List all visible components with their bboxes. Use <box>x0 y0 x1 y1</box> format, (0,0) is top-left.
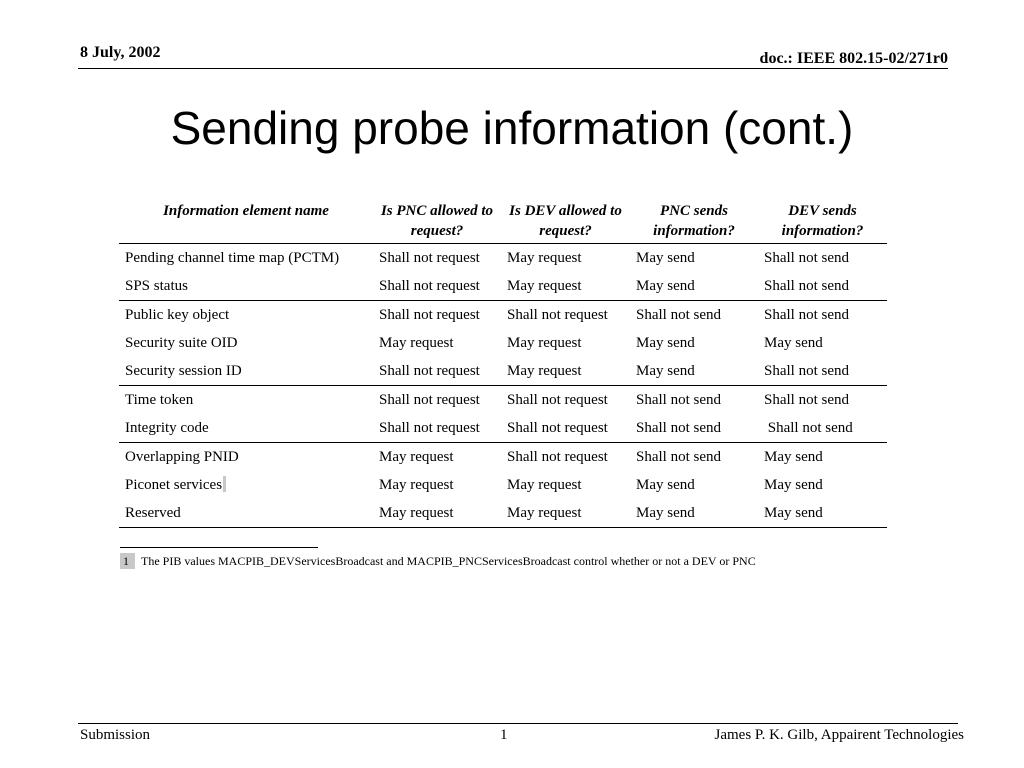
footer-submission: Submission <box>80 727 151 743</box>
table-row <box>119 329 887 357</box>
table-cell: May send <box>758 499 887 528</box>
footer-author: James P. K. Gilb, Appairent Technologies <box>714 727 964 743</box>
table-row <box>119 499 887 528</box>
table-cell: May request <box>501 499 630 528</box>
table-cell: Shall not request <box>373 272 501 301</box>
table-cell: Integrity code <box>119 414 373 443</box>
table-cell: May request <box>379 334 454 351</box>
header-doc-id: doc.: IEEE 802.15-02/271r0 <box>759 50 948 67</box>
table-cell: May request <box>501 272 630 301</box>
information-element-table <box>119 200 887 528</box>
table-cell-text: Piconet services <box>125 477 223 493</box>
table-cell: Public key object <box>125 306 230 323</box>
table-cell: Shall not request <box>507 306 608 323</box>
table-cell: Shall not request <box>373 414 501 443</box>
table-cell: May send <box>764 448 823 465</box>
table-cell: SPS status <box>119 272 373 301</box>
table-cell: Shall not request <box>501 414 630 443</box>
table-cell: Security suite OID <box>125 334 238 351</box>
table-cell: Shall not send <box>636 306 721 323</box>
table-cell: Shall not send <box>764 249 849 266</box>
footer-page-number: 1 <box>500 727 508 743</box>
footnote-marker <box>223 476 226 492</box>
table-cell: Security session ID <box>119 357 373 386</box>
table-cell: May send <box>636 476 695 493</box>
table-cell: Shall not send <box>630 414 758 443</box>
table-cell: May request <box>507 249 582 266</box>
table-cell: May send <box>630 272 758 301</box>
table-cell: Shall not request <box>379 249 480 266</box>
table-cell: Shall not request <box>507 448 608 465</box>
table-cell: Shall not request <box>507 391 608 408</box>
table-cell: Shall not send <box>764 306 849 323</box>
header-rule <box>78 68 948 69</box>
table-cell: May send <box>764 334 823 351</box>
table-cell: Shall not request <box>379 306 480 323</box>
table-cell: Shall not request <box>373 357 501 386</box>
column-header-dev-request: Is DEV allowed to request? <box>501 200 630 244</box>
table-cell <box>119 471 373 499</box>
table-cell: Pending channel time map (PCTM) <box>125 249 340 266</box>
footnote <box>120 553 756 569</box>
table-cell: May request <box>379 448 454 465</box>
slide-title: Sending probe information (cont.) <box>170 102 854 154</box>
table-cell: May request <box>501 357 630 386</box>
table-cell: Shall not send <box>764 391 849 408</box>
footnote-number: 1 <box>120 553 135 569</box>
footnote-rule <box>120 547 318 548</box>
table-row <box>119 301 887 330</box>
column-header-dev-sends: DEV sends information? <box>758 200 887 244</box>
table-cell: May send <box>630 499 758 528</box>
table-row <box>119 357 887 386</box>
table-cell: Shall not send <box>636 391 721 408</box>
column-header-pnc-sends: PNC sends information? <box>630 200 758 244</box>
table-row <box>119 443 887 472</box>
table-row <box>119 272 887 301</box>
table-cell: Shall not send <box>636 448 721 465</box>
table-cell: Time token <box>125 391 194 408</box>
table-row <box>119 471 887 499</box>
table-cell: Shall not send <box>758 272 887 301</box>
table-header-row <box>119 200 887 244</box>
table-cell: May send <box>636 334 695 351</box>
table-cell: May request <box>507 476 582 493</box>
footer-rule <box>78 723 958 724</box>
table-row <box>119 414 887 443</box>
footnote-text: The PIB values MACPIB_DEVServicesBroadcast and MACPIB_PNCServicesBroadcast control whether or not a DEV or PNC <box>141 554 756 568</box>
table-cell: May send <box>636 249 695 266</box>
table-cell: Overlapping PNID <box>125 448 239 465</box>
table-cell: Reserved <box>119 499 373 528</box>
header-date: 8 July, 2002 <box>80 44 161 61</box>
column-header-pnc-request: Is PNC allowed to request? <box>373 200 501 244</box>
table-cell: May request <box>379 476 454 493</box>
table-cell: Shall not send <box>758 357 887 386</box>
table-cell: May send <box>764 476 823 493</box>
table-cell: May send <box>630 357 758 386</box>
column-header-ie-name: Information element name <box>119 200 373 244</box>
table-row <box>119 386 887 415</box>
table-cell: Shall not request <box>379 391 480 408</box>
table-row <box>119 244 887 273</box>
table-cell: Shall not send <box>758 414 887 443</box>
table-cell: May request <box>373 499 501 528</box>
table-cell: May request <box>507 334 582 351</box>
